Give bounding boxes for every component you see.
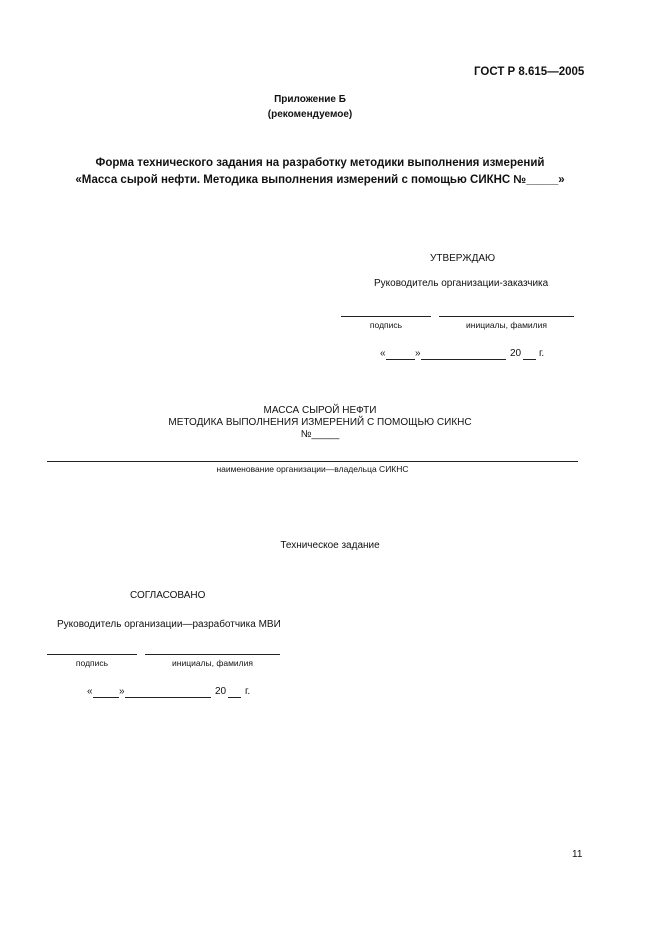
approve-signature-line <box>341 316 431 317</box>
agreed-signature-line <box>47 654 137 655</box>
agreed-role: Руководитель организации—разработчика МВИ <box>57 619 281 630</box>
agreed-date-year-line <box>228 697 241 698</box>
agreed-name-caption: инициалы, фамилия <box>172 658 253 668</box>
approve-role: Руководитель организации-заказчика <box>374 278 549 289</box>
approve-date-quote-close: » <box>415 348 421 359</box>
approve-date-month-line <box>421 359 506 360</box>
agreed-date-suffix: г. <box>245 686 251 697</box>
agreed-name-line <box>145 654 280 655</box>
approve-name-caption: инициалы, фамилия <box>466 320 547 330</box>
form-title-line2: «Масса сырой нефти. Методика выполнения измерений с помощью СИКНС №_____» <box>75 174 565 186</box>
approve-date-quote-open: « <box>380 348 386 359</box>
agreed-date-day-line <box>93 697 119 698</box>
approve-label: УТВЕРЖДАЮ <box>430 253 496 264</box>
owner-caption: наименование организации—владельца СИКНС <box>216 464 409 474</box>
approve-name-line <box>439 316 574 317</box>
owner-line <box>47 461 578 462</box>
approve-date-day-line <box>386 359 415 360</box>
agreed-date-quote-open: « <box>87 686 93 697</box>
agreed-date-year: 20 <box>215 686 227 697</box>
appendix-status: (рекомендуемое) <box>267 109 353 120</box>
appendix-title: Приложение Б <box>274 94 346 105</box>
method-number: №_____ <box>300 429 340 440</box>
agreed-label: СОГЛАСОВАНО <box>130 590 206 601</box>
agreed-date-month-line <box>125 697 211 698</box>
approve-date-year-line <box>523 359 536 360</box>
agreed-signature-caption: подпись <box>75 658 109 668</box>
standard-code: ГОСТ Р 8.615—2005 <box>474 66 585 78</box>
approve-date-suffix: г. <box>539 348 545 359</box>
approve-signature-caption: подпись <box>369 320 403 330</box>
method-line1: МАССА СЫРОЙ НЕФТИ <box>263 405 377 416</box>
method-line2: МЕТОДИКА ВЫПОЛНЕНИЯ ИЗМЕРЕНИЙ С ПОМОЩЬЮ СИКНС <box>168 417 472 428</box>
form-title-line1: Форма технического задания на разработку методики выполнения измерений <box>95 157 545 169</box>
page-number: 11 <box>572 849 583 860</box>
document-type: Техническое задание <box>280 540 380 551</box>
agreed-date-quote-close: » <box>119 686 125 697</box>
approve-date-year: 20 <box>510 348 522 359</box>
